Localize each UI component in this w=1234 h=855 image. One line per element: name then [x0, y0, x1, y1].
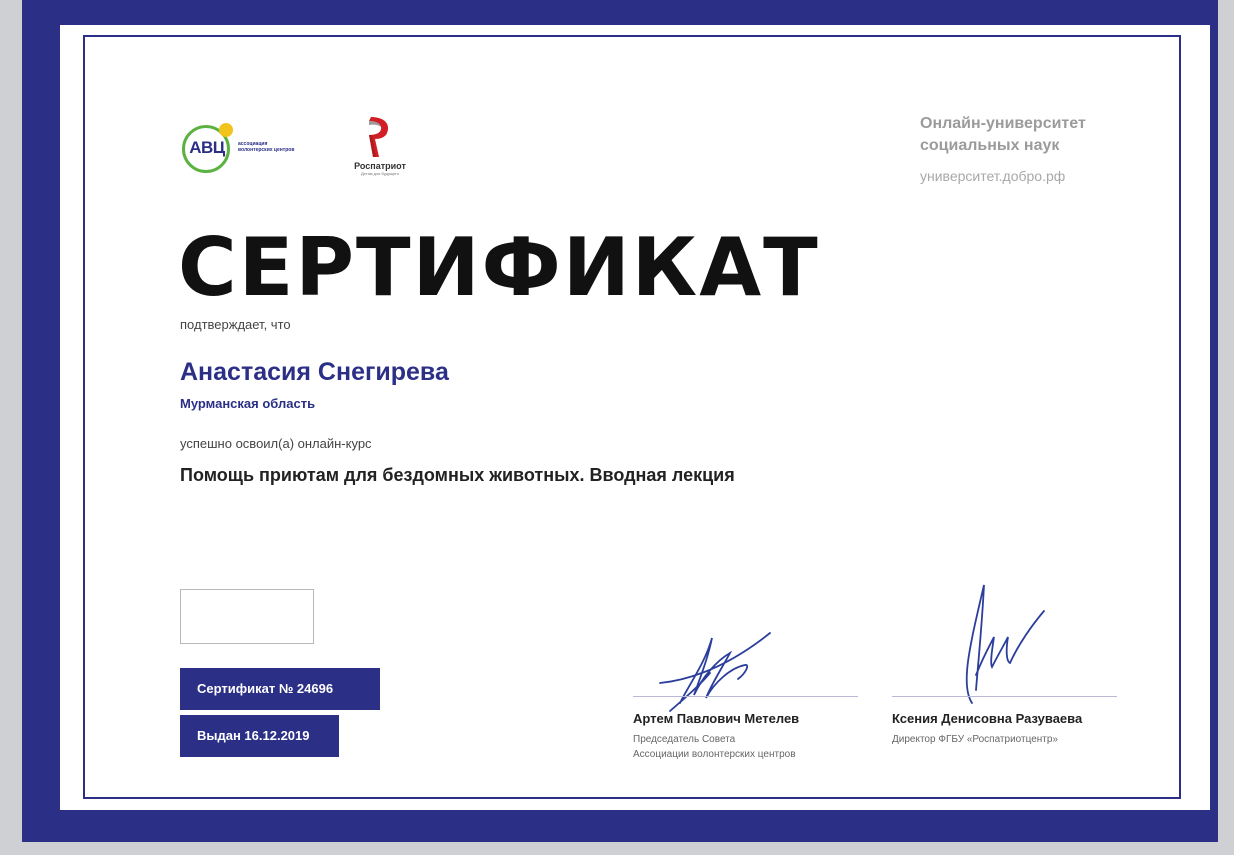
signatory-2-role — [892, 732, 1132, 747]
certificate-number-badge: Сертификат № 24696 — [180, 668, 380, 710]
completed-text: успешно освоил(а) онлайн-курс — [180, 436, 372, 451]
certificate-sheet — [60, 25, 1210, 810]
signatory-1-role-line2: Ассоциации волонтерских центров — [633, 749, 796, 760]
rospatriot-logo — [343, 115, 417, 181]
signatory-2-name: Ксения Денисовна Разуваева — [892, 711, 1083, 726]
signature-2-line — [892, 696, 1117, 697]
course-title: Помощь приютам для бездомных животных. Вводная лекция — [180, 465, 735, 485]
university-site-link[interactable]: университет.добро.рф — [920, 168, 1066, 184]
recipient-name: Анастасия Снегирева — [180, 358, 449, 386]
recipient-region: Мурманская область — [180, 396, 316, 411]
certificate-title: СЕРТИФИКАТ — [178, 221, 820, 314]
university-title — [920, 113, 1160, 157]
confirms-text: подтверждает, что — [180, 317, 291, 332]
signature-1-line — [633, 696, 858, 697]
signature-2-icon — [932, 575, 1062, 710]
avc-logo-dot — [219, 123, 233, 137]
certificate-frame — [22, 0, 1218, 842]
rospatriot-logo-tagline: Детям для будущего — [360, 171, 400, 176]
signatory-2-role-line1: Директор ФГБУ «Роспатриотцентр» — [892, 734, 1058, 745]
signatory-1-role — [633, 732, 873, 762]
signatory-1-role-line1: Председатель Совета — [633, 734, 736, 745]
issue-date-badge: Выдан 16.12.2019 — [180, 715, 339, 757]
rospatriot-flag-icon — [365, 115, 395, 159]
signatory-1-name: Артем Павлович Метелев — [633, 711, 800, 726]
signature-1-icon — [650, 623, 790, 718]
avc-logo — [180, 123, 295, 183]
university-title-line2: социальных наук — [920, 137, 1060, 154]
avc-logo-abbr: АВЦ — [189, 138, 225, 157]
university-title-line1: Онлайн-университет — [920, 115, 1086, 132]
qr-code-placeholder — [180, 589, 314, 644]
avc-logo-caption: ассоциация волонтерских центров — [238, 141, 295, 153]
rospatriot-logo-name: Роспатриот — [354, 161, 406, 171]
